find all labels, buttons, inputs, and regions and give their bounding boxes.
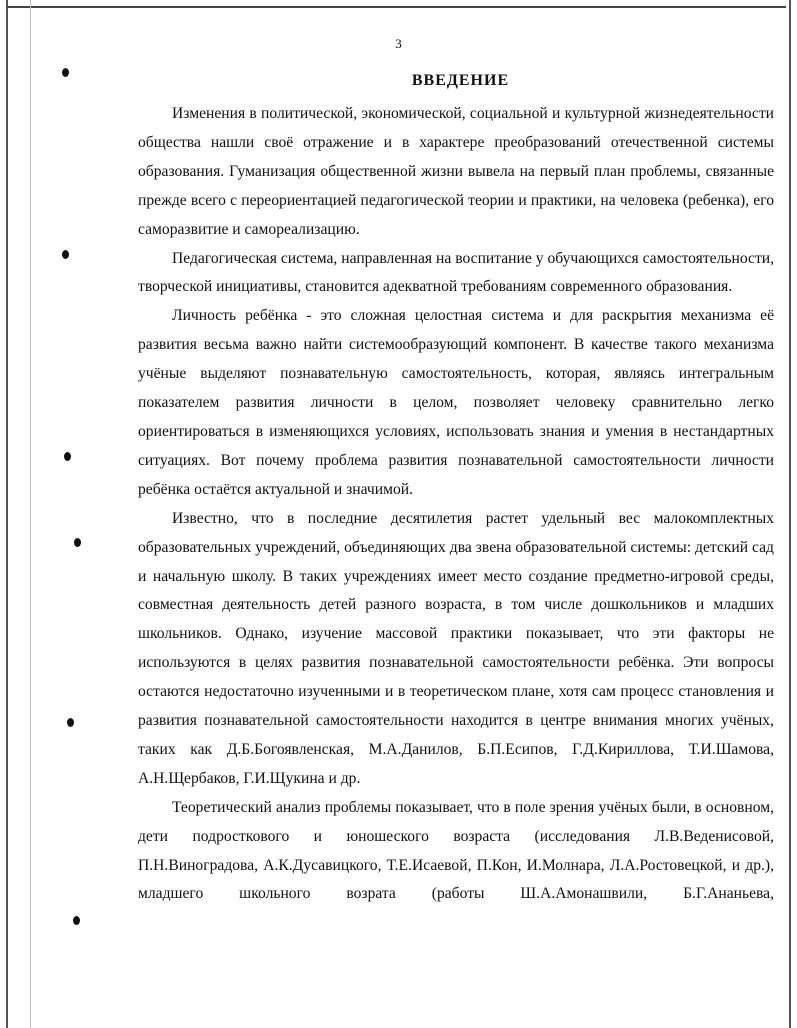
punch-hole bbox=[67, 718, 74, 727]
scan-left-edge bbox=[6, 0, 8, 1028]
paragraph: Известно, что в последние десятилетия растет удельный вес малокомплектных образовательных учреждений, объединяющих два звена образовательной системы: детский сад и начальную школу. В таких учреждениях имеет место создание предметно-игровой среды, совместная деятельность детей разного возраста, в том числе дошкольников и младших школьников. Однако, изучение массовой практики показывает, что эти факторы не используются в целях развития познавательной самостоятельности ребёнка. Эти вопросы остаются недостаточно изученными и в теоретическом плане, хотя сам процесс становления и развития познавательной самостоятельности находится в центре внимания многих учёных, таких как Д.Б.Богоявленская, М.А.Данилов, Б.П.Есипов, Г.Д.Кириллова, Т.И.Шамова, А.Н.Щербаков, Г.И.Щукина и др. bbox=[138, 509, 774, 787]
punch-hole bbox=[74, 538, 81, 547]
punch-hole bbox=[73, 916, 80, 925]
page-title: ВВЕДЕНИЕ bbox=[411, 72, 510, 89]
scan-top-edge bbox=[6, 6, 786, 8]
paragraph: Педагогическая система, направленная на воспитание у обучающихся самостоятельности, творческой инициативы, становится адекватной требованиям современного образования. bbox=[138, 249, 774, 296]
page-number: 3 bbox=[395, 36, 402, 51]
binding-edge bbox=[30, 0, 31, 1028]
scan-right-edge bbox=[789, 0, 791, 1028]
paragraph: Изменения в политической, экономической, социальной и культурной жизнедеятельности общества нашли своё отражение и в характере преобразований отечественной системы образования. Гуманизация общественной жизни вывела на первый план проблемы, связанные прежде всего с переориентацией педагогической теории и практики, на человека (ребенка), его саморазвитие и самореализацию. bbox=[138, 105, 774, 238]
document-body bbox=[138, 100, 774, 909]
paragraph: Личность ребёнка - это сложная целостная система и для раскрытия механизма её развития весьма важно найти системообразующий компонент. В качестве такого механизма учёные выделяют познавательную самостоятельность, которая, являясь интегральным показателем развития личности в целом, позволяет человеку сравнительно легко ориентироваться в изменяющихся условиях, использовать знания и умения в нестандартных ситуациях. Вот почему проблема развития познавательной самостоятельности личности ребёнка остаётся актуальной и значимой. bbox=[138, 307, 774, 498]
punch-hole bbox=[62, 250, 69, 259]
punch-hole bbox=[64, 452, 71, 461]
paragraph: Теоретический анализ проблемы показывает, что в поле зрения учёных были, в основном, дети подросткового и юношеского возраста (исследования Л.В.Веденисовой, П.Н.Виноградова, А.К.Дусавицкого, Т.Е.Исаевой, П.Кон, И.Молнара, Л.А.Ростовецкой, и др.), младшего школьного возрата (работы Ш.А.Амонашвили, Б.Г.Ананьева, bbox=[138, 798, 774, 903]
